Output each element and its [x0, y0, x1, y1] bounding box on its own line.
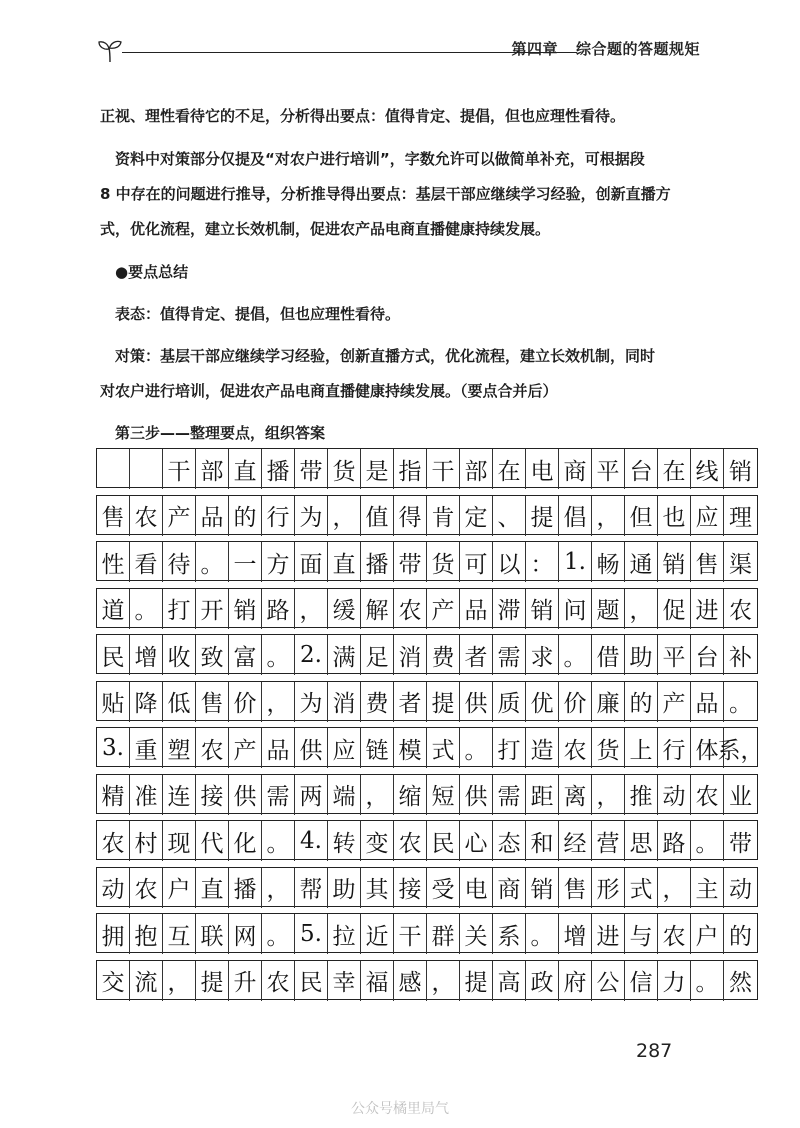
grid-cell: ， [658, 868, 691, 908]
grid-cell: 连 [163, 775, 196, 815]
grid-cell: 离 [559, 775, 592, 815]
grid-cell: 部 [196, 449, 229, 489]
grid-cell: 思 [625, 821, 658, 861]
grid-cell: 营 [592, 821, 625, 861]
grid-cell: 销 [229, 589, 262, 629]
grid-cell: 心 [460, 821, 493, 861]
grid-cell: 品 [460, 589, 493, 629]
grid-cell: 动 [658, 775, 691, 815]
grid-cell: 的 [625, 682, 658, 722]
grid-cell: 公 [592, 961, 625, 1001]
body-line: 表态：值得肯定、提倡，但也应理性看待。 [100, 305, 401, 323]
body-line: 对农户进行培训，促进农产品电商直播健康持续发展。（要点合并后） [100, 382, 558, 400]
grid-row [96, 495, 758, 535]
grid-cell: 渠 [729, 551, 752, 578]
grid-cell: 倡 [559, 496, 592, 536]
grid-cell: 。 [262, 635, 295, 675]
grid-cell: 降 [130, 682, 163, 722]
grid-cell: 商 [493, 868, 526, 908]
grid-cell: ， [361, 775, 394, 815]
grid-cell: 幸 [328, 961, 361, 1001]
grid-cell: 打 [163, 589, 196, 629]
grid-cell: 农 [394, 589, 427, 629]
grid-cell: 2. [295, 635, 328, 675]
grid-cell: 推 [625, 775, 658, 815]
grid-cell: 造 [526, 728, 559, 768]
grid-cell: 平 [658, 635, 691, 675]
grid-cell: 农 [97, 821, 130, 861]
grid-cell: 直 [328, 542, 361, 582]
grid-cell: 方 [262, 542, 295, 582]
grid-cell: 接 [196, 775, 229, 815]
grid-cell: 销 [658, 542, 691, 582]
grid-cell: 高 [493, 961, 526, 1001]
grid-cell: 售 [559, 868, 592, 908]
grid-cell: 供 [460, 682, 493, 722]
grid-cell: 售 [196, 682, 229, 722]
grid-cell: 助 [625, 635, 658, 675]
grid-cell: 体 [691, 728, 724, 768]
grid-cell: 费 [361, 682, 394, 722]
grid-cell: 值 [361, 496, 394, 536]
grid-cell: 台 [625, 449, 658, 489]
grid-cell: 但 [625, 496, 658, 536]
grid-cell: 应 [328, 728, 361, 768]
grid-cell: 指 [394, 449, 427, 489]
page-number: 287 [636, 1040, 673, 1062]
grid-cell: 开 [196, 589, 229, 629]
grid-cell: 拉 [328, 914, 361, 954]
grid-cell: 品 [691, 682, 724, 722]
grid-cell: 政 [526, 961, 559, 1001]
grid-cell: 抱 [130, 914, 163, 954]
grid-cell: 路 [658, 821, 691, 861]
body-line: 资料中对策部分仅提及“对农户进行培训”，字数允许可以做简单补充，可根据段 [100, 150, 645, 168]
sprout-icon [96, 36, 124, 64]
grid-cell: 提 [460, 961, 493, 1001]
grid-cell: ， [328, 496, 361, 536]
grid-cell [130, 449, 163, 489]
grid-cell: 互 [163, 914, 196, 954]
grid-cell: 打 [493, 728, 526, 768]
grid-cell: 群 [427, 914, 460, 954]
grid-cell: 优 [526, 682, 559, 722]
grid-cell: 代 [196, 821, 229, 861]
grid-row [96, 774, 758, 814]
grid-cell: 品 [262, 728, 295, 768]
grid-cell: 在 [658, 449, 691, 489]
grid-cell: 。 [691, 821, 724, 861]
grid-cell: 干 [427, 449, 460, 489]
grid-cell: 距 [526, 775, 559, 815]
grid-cell: 与 [625, 914, 658, 954]
grid-cell: 富 [229, 635, 262, 675]
grid-cell: 其 [361, 868, 394, 908]
grid-row [96, 634, 758, 674]
grid-cell: ， [592, 496, 625, 536]
grid-cell: 干 [163, 449, 196, 489]
grid-cell: 收 [163, 635, 196, 675]
grid-cell: 消 [394, 635, 427, 675]
grid-row [96, 867, 758, 907]
grid-cell: 性 [97, 542, 130, 582]
body-line: 正视、理性看待它的不足，分析得出要点：值得肯定、提倡，但也应理性看待。 [100, 107, 626, 125]
grid-cell: 定 [460, 496, 493, 536]
chapter-heading [511, 38, 700, 59]
grid-cell: 3. [97, 728, 130, 768]
grid-cell: 准 [130, 775, 163, 815]
grid-cell: 塑 [163, 728, 196, 768]
grid-cell [97, 449, 130, 489]
grid-cell: 台 [691, 635, 724, 675]
grid-cell: 增 [130, 635, 163, 675]
grid-cell: 。 [262, 914, 295, 954]
grid-cell: 看 [130, 542, 163, 582]
grid-cell: 式 [427, 728, 460, 768]
grid-cell: 重 [130, 728, 163, 768]
grid-cell: 民 [427, 821, 460, 861]
grid-cell: 上 [625, 728, 658, 768]
grid-cell: 售 [691, 542, 724, 582]
body-line: 式，优化流程，建立长效机制，促进农产品电商直播健康持续发展。 [100, 220, 551, 238]
grid-cell: 式 [625, 868, 658, 908]
grid-cell: 贴 [97, 682, 130, 722]
grid-cell: 播 [361, 542, 394, 582]
grid-cell: 进 [691, 589, 724, 629]
grid-cell: 货 [328, 449, 361, 489]
grid-cell: 廉 [592, 682, 625, 722]
grid-cell: 力 [658, 961, 691, 1001]
grid-cell: 直 [196, 868, 229, 908]
grid-cell: ， [625, 589, 658, 629]
grid-cell: 销 [729, 458, 752, 485]
grid-cell: 态 [493, 821, 526, 861]
step-heading: 第三步——整理要点，组织答案 [100, 424, 326, 442]
grid-cell: 。 [460, 728, 493, 768]
grid-cell: 带 [295, 449, 328, 489]
grid-cell: 农 [196, 728, 229, 768]
grid-cell: 主 [691, 868, 724, 908]
grid-cell: 也 [658, 496, 691, 536]
grid-cell: 需 [262, 775, 295, 815]
grid-cell: 农 [130, 496, 163, 536]
grid-cell: 和 [526, 821, 559, 861]
grid-cell: 可 [460, 542, 493, 582]
grid-cell: 农 [130, 868, 163, 908]
grid-cell: 感 [394, 961, 427, 1001]
grid-cell: 一 [229, 542, 262, 582]
grid-cell: 满 [328, 635, 361, 675]
grid-cell: 、 [493, 496, 526, 536]
grid-cell: 问 [559, 589, 592, 629]
grid-cell: 化 [229, 821, 262, 861]
grid-cell: 带 [394, 542, 427, 582]
grid-cell: 供 [229, 775, 262, 815]
grid-cell: 为 [295, 682, 328, 722]
grid-cell: ， [295, 589, 328, 629]
grid-cell: 。 [262, 821, 295, 861]
grid-cell: 户 [691, 914, 724, 954]
grid-cell: 转 [328, 821, 361, 861]
grid-cell: 播 [262, 449, 295, 489]
grid-cell: 供 [295, 728, 328, 768]
grid-cell: 增 [559, 914, 592, 954]
chapter-title: 综合题的答题规矩 [575, 40, 700, 58]
grid-cell: 接 [394, 868, 427, 908]
grid-cell: 农 [559, 728, 592, 768]
grid-cell: 5. [295, 914, 328, 954]
grid-cell: ， [163, 961, 196, 1001]
grid-cell: 质 [493, 682, 526, 722]
grid-cell: 题 [592, 589, 625, 629]
grid-cell: 低 [163, 682, 196, 722]
grid-cell: 模 [394, 728, 427, 768]
grid-row [96, 960, 758, 1000]
grid-cell: 业 [729, 784, 752, 810]
grid-cell: 提 [526, 496, 559, 536]
grid-cell: 线 [691, 449, 724, 489]
grid-cell: 费 [427, 635, 460, 675]
grid-cell: 经 [559, 821, 592, 861]
grid-cell: 得 [394, 496, 427, 536]
grid-cell: 电 [460, 868, 493, 908]
grid-row [96, 913, 758, 953]
grid-cell: 民 [295, 961, 328, 1001]
grid-cell: 产 [658, 682, 691, 722]
grid-cell: 4. [295, 821, 328, 861]
grid-cell: 的 [229, 496, 262, 536]
grid-cell: 户 [163, 868, 196, 908]
grid-cell: 产 [229, 728, 262, 768]
grid-cell: 电 [526, 449, 559, 489]
grid-cell: 动 [97, 868, 130, 908]
grid-cell: 然 [729, 970, 752, 996]
watermark: 公众号橘里局气 [351, 1101, 449, 1117]
grid-cell: 促 [658, 589, 691, 629]
grid-cell: 。 [559, 635, 592, 675]
grid-cell: 需 [493, 635, 526, 675]
grid-cell: 货 [427, 542, 460, 582]
grid-cell: 变 [361, 821, 394, 861]
grid-cell: ， [592, 775, 625, 815]
grid-cell: ， [262, 868, 295, 908]
grid-cell: 播 [229, 868, 262, 908]
grid-cell: 直 [229, 449, 262, 489]
grid-cell: 价 [559, 682, 592, 722]
grid-cell: 价 [229, 682, 262, 722]
grid-cell: 升 [229, 961, 262, 1001]
grid-cell: 理 [729, 505, 752, 531]
grid-cell: 提 [427, 682, 460, 722]
grid-cell: 联 [196, 914, 229, 954]
grid-cell: 。 [691, 961, 724, 1001]
grid-cell: 带 [729, 830, 752, 857]
grid-cell: 产 [163, 496, 196, 536]
grid-cell: 在 [493, 449, 526, 489]
grid-cell: 平 [592, 449, 625, 489]
grid-cell: 足 [361, 635, 394, 675]
grid-cell: 待 [163, 542, 196, 582]
grid-cell: 售 [97, 496, 130, 536]
grid-cell: 帮 [295, 868, 328, 908]
grid-cell: 农 [394, 821, 427, 861]
grid-cell: 现 [163, 821, 196, 861]
grid-cell: 肯 [427, 496, 460, 536]
grid-cell: 补 [729, 644, 752, 671]
grid-cell: ， [262, 682, 295, 722]
grid-cell: 畅 [592, 542, 625, 582]
grid-cell: 链 [361, 728, 394, 768]
grid-row [96, 681, 758, 721]
grid-cell: 关 [460, 914, 493, 954]
grid-cell: 农 [729, 598, 752, 624]
grid-cell: 消 [328, 682, 361, 722]
grid-cell: 农 [658, 914, 691, 954]
grid-cell: 端 [328, 775, 361, 815]
grid-cell: 行 [262, 496, 295, 536]
grid-cell: 流 [130, 961, 163, 1001]
grid-cell: 交 [97, 961, 130, 1001]
grid-row [96, 588, 758, 628]
grid-cell: 路 [262, 589, 295, 629]
grid-cell: 者 [460, 635, 493, 675]
grid-cell: 系 [493, 914, 526, 954]
grid-cell: 滞 [493, 589, 526, 629]
grid-cell: 福 [361, 961, 394, 1001]
body-line: 对策：基层干部应继续学习经验，创新直播方式，优化流程，建立长效机制，同时 [100, 347, 656, 365]
grid-row [96, 727, 764, 767]
grid-cell: 缓 [328, 589, 361, 629]
grid-cell: 拥 [97, 914, 130, 954]
grid-cell: 者 [394, 682, 427, 722]
grid-cell: 。 [526, 914, 559, 954]
grid-cell: 。 [196, 542, 229, 582]
grid-cell: 供 [460, 775, 493, 815]
grid-cell: 民 [97, 635, 130, 675]
grid-cell: 缩 [394, 775, 427, 815]
grid-cell: 商 [559, 449, 592, 489]
grid-cell: 需 [493, 775, 526, 815]
grid-cell: 府 [559, 961, 592, 1001]
grid-cell: 的 [729, 923, 752, 950]
grid-cell: 面 [295, 542, 328, 582]
grid-cell: 短 [427, 775, 460, 815]
grid-cell: 精 [97, 775, 130, 815]
grid-cell: 。 [130, 589, 163, 629]
chapter-number: 第四章 [511, 40, 558, 58]
header-rule [122, 52, 577, 53]
grid-cell: ： [526, 542, 559, 582]
grid-cell: 通 [625, 542, 658, 582]
grid-cell: 销 [526, 589, 559, 629]
section-bullet: ●要点总结 [100, 263, 189, 281]
body-line: 8 中存在的问题进行推导，分析推导得出要点：基层干部应继续学习经验，创新直播方 [100, 185, 671, 203]
grid-cell: 道 [97, 589, 130, 629]
grid-cell: 致 [196, 635, 229, 675]
grid-cell: 动 [729, 877, 752, 903]
grid-cell: 干 [394, 914, 427, 954]
grid-cell: 近 [361, 914, 394, 954]
grid-cell: 网 [229, 914, 262, 954]
grid-cell: 销 [526, 868, 559, 908]
grid-cell: ， [427, 961, 460, 1001]
grid-cell: 以 [493, 542, 526, 582]
grid-cell: 农 [691, 775, 724, 815]
grid-cell: 两 [295, 775, 328, 815]
grid-cell: 货 [592, 728, 625, 768]
grid-cell: 系， [717, 737, 764, 764]
grid-row [96, 448, 758, 488]
grid-cell: 部 [460, 449, 493, 489]
grid-cell: 。 [729, 691, 752, 717]
grid-cell: 1. [559, 542, 592, 582]
grid-cell: 应 [691, 496, 724, 536]
grid-cell: 进 [592, 914, 625, 954]
grid-cell: 行 [658, 728, 691, 768]
grid-row [96, 541, 758, 581]
grid-cell: 品 [196, 496, 229, 536]
grid-cell: 是 [361, 449, 394, 489]
grid-cell: 形 [592, 868, 625, 908]
grid-cell: 提 [196, 961, 229, 1001]
grid-cell: 借 [592, 635, 625, 675]
grid-row [96, 820, 758, 860]
running-header [90, 30, 700, 66]
grid-cell: 助 [328, 868, 361, 908]
grid-cell: 求 [526, 635, 559, 675]
grid-cell: 农 [262, 961, 295, 1001]
grid-cell: 为 [295, 496, 328, 536]
grid-cell: 村 [130, 821, 163, 861]
grid-cell: 产 [427, 589, 460, 629]
grid-cell: 信 [625, 961, 658, 1001]
grid-cell: 受 [427, 868, 460, 908]
grid-cell: 解 [361, 589, 394, 629]
